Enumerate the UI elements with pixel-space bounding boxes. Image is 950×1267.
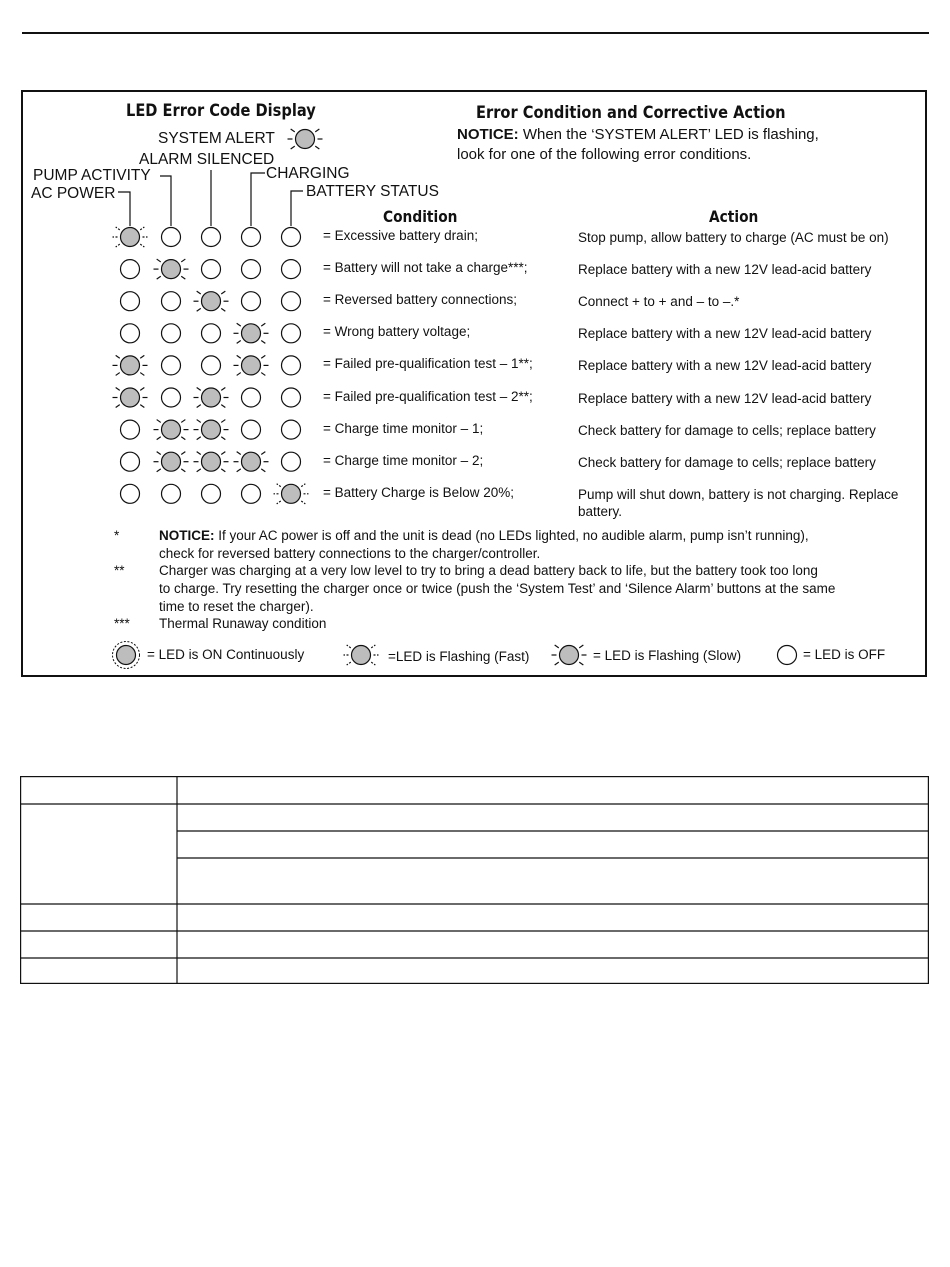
led-5-3 — [202, 356, 221, 375]
footnote-mark-1: * — [114, 528, 120, 543]
action-text: Stop pump, allow battery to charge (AC must be on) — [578, 230, 889, 245]
leader-battery-status — [291, 191, 303, 226]
led-8-1 — [121, 452, 140, 471]
action-text: Replace battery with a new 12V lead-acid battery — [578, 326, 872, 342]
footnote-2-line3: time to reset the charger). — [159, 599, 314, 614]
led-9-3 — [202, 484, 221, 503]
led-7-4 — [242, 420, 261, 439]
legend-off-icon — [778, 646, 797, 665]
led-9-4 — [242, 484, 261, 503]
action-text: Replace battery with a new 12V lead-acid battery — [578, 358, 872, 374]
empty-table — [20, 776, 929, 984]
led-2-4 — [242, 260, 261, 279]
led-3-3 — [194, 291, 229, 311]
system-alert-indicator — [288, 129, 323, 149]
led-1-2 — [162, 228, 181, 247]
action-text: Replace battery with a new 12V lead-acid battery — [578, 390, 872, 406]
notice-label: NOTICE: — [457, 126, 519, 143]
led-8-4 — [234, 452, 269, 472]
legend-off-text: = LED is OFF — [803, 647, 886, 662]
action-text: Connect + to + and – to –.* — [578, 294, 740, 310]
footnote-2-line1: Charger was charging at a very low level to try to bring a dead battery back to life, but the battery took too long — [159, 563, 818, 578]
condition-text: = Charge time monitor – 2; — [323, 452, 484, 468]
led-2-3 — [202, 260, 221, 279]
action-text-line2: battery. — [578, 503, 623, 519]
legend-icons — [113, 642, 797, 669]
led-7-2 — [154, 420, 189, 440]
led-9-2 — [162, 484, 181, 503]
action-text: Pump will shut down, battery is not charging. Replace — [578, 486, 899, 502]
leader-ac-power — [118, 192, 130, 226]
led-4-2 — [162, 324, 181, 343]
footnote-2-line2: to charge. Try resetting the charger once or twice (push the ‘System Test’ and ‘Silence Alarm’ buttons at the same — [159, 581, 836, 596]
led-9-1 — [121, 484, 140, 503]
label-charging: CHARGING — [266, 165, 350, 182]
legend-fast-icon — [344, 645, 379, 665]
led-4-3 — [202, 324, 221, 343]
leader-pump-activity — [160, 176, 171, 226]
leader-lines — [118, 170, 303, 226]
led-9-5 — [274, 484, 309, 504]
condition-text: = Wrong battery voltage; — [323, 324, 471, 340]
condition-text: = Failed pre-qualification test – 1**; — [323, 356, 533, 372]
led-4-4 — [234, 323, 269, 343]
footnote-3: Thermal Runaway condition — [159, 616, 327, 631]
led-6-1 — [113, 387, 148, 407]
led-1-3 — [202, 228, 221, 247]
condition-text: = Excessive battery drain; — [323, 228, 478, 243]
led-5-4 — [234, 355, 269, 375]
notice-line1: When the ‘SYSTEM ALERT’ LED is flashing, — [518, 126, 819, 143]
led-6-5 — [282, 388, 301, 407]
action-heading: Action — [709, 207, 759, 226]
notice-line2: look for one of the following error conditions. — [457, 146, 752, 163]
footnote-mark-2: ** — [114, 563, 125, 578]
footnote-1-line2: check for reversed battery connections to the charger/controller. — [159, 546, 541, 561]
led-2-5 — [282, 260, 301, 279]
condition-text: = Failed pre-qualification test – 2**; — [323, 388, 533, 404]
condition-text: = Charge time monitor – 1; — [323, 420, 484, 436]
legend-on-icon — [113, 642, 140, 669]
led-5-1 — [113, 355, 148, 375]
led-7-3 — [194, 420, 229, 440]
led-7-1 — [121, 420, 140, 439]
system-alert-led — [288, 129, 323, 149]
led-8-3 — [194, 452, 229, 472]
action-text: Check battery for damage to cells; replace battery — [578, 454, 876, 470]
footnote-mark-3: *** — [114, 616, 130, 631]
led-5-5 — [282, 356, 301, 375]
led-2-1 — [121, 260, 140, 279]
action-text: Check battery for damage to cells; replace battery — [578, 422, 876, 438]
leader-charging — [251, 173, 265, 226]
label-ac-power: AC POWER — [31, 185, 116, 202]
led-1-5 — [282, 228, 301, 247]
led-6-2 — [162, 388, 181, 407]
led-3-1 — [121, 292, 140, 311]
led-6-3 — [194, 387, 229, 407]
led-8-5 — [282, 452, 301, 471]
action-text: Replace battery with a new 12V lead-acid battery — [578, 262, 872, 278]
label-battery-status: BATTERY STATUS — [306, 183, 439, 200]
footnote-1-label: NOTICE: — [159, 528, 215, 543]
led-1-4 — [242, 228, 261, 247]
led-5-2 — [162, 356, 181, 375]
label-system-alert: SYSTEM ALERT — [158, 130, 275, 147]
error-condition-title: Error Condition and Corrective Action — [476, 103, 786, 123]
table-border — [21, 777, 929, 984]
led-3-4 — [242, 292, 261, 311]
led-1-1 — [113, 227, 148, 247]
led-7-5 — [282, 420, 301, 439]
label-alarm-silenced: ALARM SILENCED — [139, 151, 275, 168]
led-4-1 — [121, 324, 140, 343]
label-pump-activity: PUMP ACTIVITY — [33, 167, 151, 184]
led-3-5 — [282, 292, 301, 311]
legend-slow-text: = LED is Flashing (Slow) — [593, 648, 742, 663]
legend-fast-text: =LED is Flashing (Fast) — [388, 649, 530, 664]
led-4-5 — [282, 324, 301, 343]
led-6-4 — [242, 388, 261, 407]
condition-text: = Reversed battery connections; — [323, 292, 517, 308]
legend-slow-icon — [552, 645, 587, 665]
led-display-title: LED Error Code Display — [126, 101, 316, 121]
led-8-2 — [154, 452, 189, 472]
condition-text: = Battery will not take a charge***; — [323, 260, 528, 276]
footnote-1-line1: If your AC power is off and the unit is dead (no LEDs lighted, no audible alarm, pump isn’t running), — [214, 528, 809, 543]
led-3-2 — [162, 292, 181, 311]
legend-on-text: = LED is ON Continuously — [147, 647, 305, 662]
led-grid — [113, 227, 309, 504]
condition-heading: Condition — [383, 207, 458, 226]
led-2-2 — [154, 259, 189, 279]
condition-text: = Battery Charge is Below 20%; — [323, 484, 514, 500]
